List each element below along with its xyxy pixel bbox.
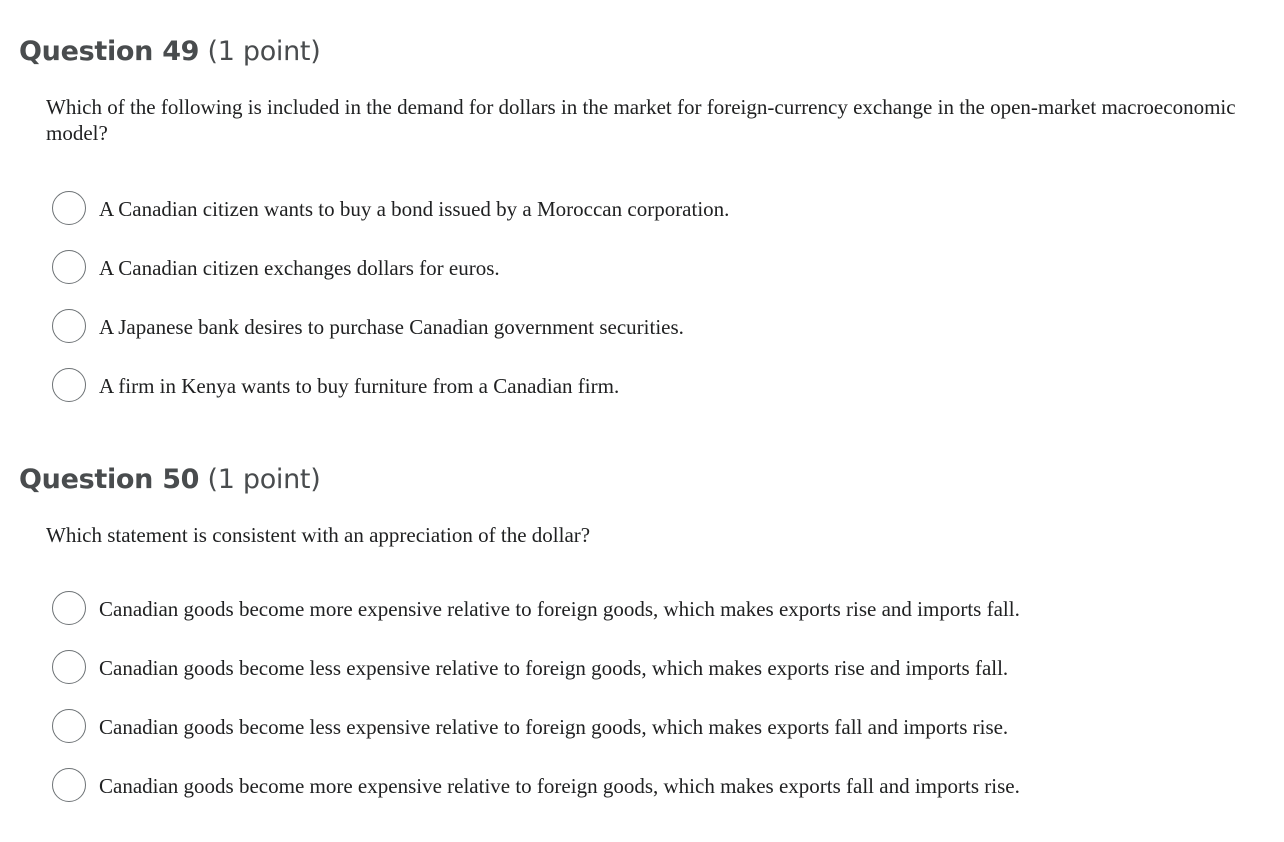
answer-options: [0, 590, 1284, 826]
radio-button[interactable]: [52, 709, 86, 743]
answer-label[interactable]: Canadian goods become less expensive relative to foreign goods, which makes exports rise and imports fall.: [99, 656, 1009, 680]
question-number: Question 50: [19, 464, 200, 495]
answer-label[interactable]: Canadian goods become more expensive relative to foreign goods, which makes exports rise and imports fall.: [99, 597, 1020, 621]
answer-option[interactable]: [0, 190, 1284, 249]
radio-button[interactable]: [52, 191, 86, 225]
question-title: [19, 32, 320, 72]
radio-button[interactable]: [52, 368, 86, 402]
answer-option[interactable]: [0, 590, 1284, 649]
answer-option[interactable]: [0, 308, 1284, 367]
answer-label[interactable]: A firm in Kenya wants to buy furniture from a Canadian firm.: [99, 374, 620, 398]
question-text: Which statement is consistent with an appreciation of the dollar?: [46, 523, 591, 547]
question-number: Question 49: [19, 36, 200, 67]
question-points: (1 point): [207, 36, 321, 67]
answer-label[interactable]: A Canadian citizen exchanges dollars for euros.: [99, 256, 500, 280]
answer-option[interactable]: [0, 708, 1284, 767]
answer-label[interactable]: A Japanese bank desires to purchase Canadian government securities.: [99, 315, 684, 339]
radio-button[interactable]: [52, 309, 86, 343]
radio-button[interactable]: [52, 250, 86, 284]
question-points: (1 point): [207, 464, 321, 495]
question-title: [19, 460, 320, 500]
answer-option[interactable]: [0, 649, 1284, 708]
answer-option[interactable]: [0, 767, 1284, 826]
answer-option[interactable]: [0, 249, 1284, 308]
radio-button[interactable]: [52, 591, 86, 625]
radio-button[interactable]: [52, 650, 86, 684]
radio-button[interactable]: [52, 768, 86, 802]
answer-label[interactable]: Canadian goods become more expensive relative to foreign goods, which makes exports fall and imports rise.: [99, 774, 1020, 798]
answer-options: [0, 190, 1284, 426]
answer-label[interactable]: A Canadian citizen wants to buy a bond issued by a Moroccan corporation.: [99, 197, 730, 221]
question-text: Which of the following is included in the demand for dollars in the market for foreign-currency exchange in the open-market macroeconomic model?: [46, 95, 1236, 145]
answer-label[interactable]: Canadian goods become less expensive relative to foreign goods, which makes exports fall and imports rise.: [99, 715, 1009, 739]
answer-option[interactable]: [0, 367, 1284, 426]
